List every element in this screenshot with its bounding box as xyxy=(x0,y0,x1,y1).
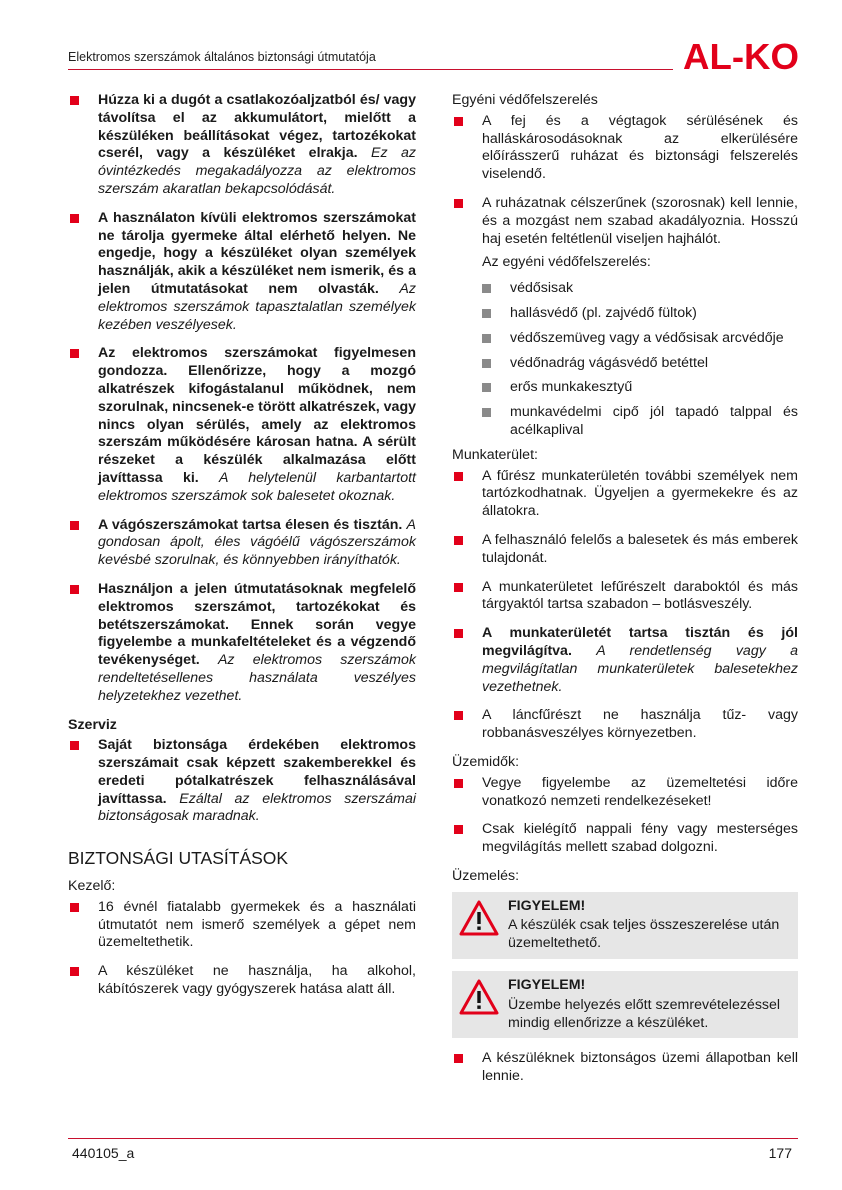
bullet-icon xyxy=(70,741,79,750)
footer-divider xyxy=(68,1138,798,1139)
item-text: Vegye figyelembe az üzemeltetési időre vonatkozó nemzeti rendelkezéseket! xyxy=(482,774,798,809)
item-bold: Használjon a jelen útmutatásoknak megfelelő elektromos szerszámot, tartozékokat és betétszerszámokat. Ennek során vegye figyelembe a munkafeltételeket és a végzendő tevékenységet. xyxy=(98,580,416,669)
item-text: A láncfűrészt ne használja tűz- vagy robbanásveszélyes környezetben. xyxy=(482,707,798,742)
ppe-heading: Egyéni védőfelszerelés xyxy=(452,92,598,108)
alko-logo-text: AL-KO xyxy=(683,38,799,74)
list-item xyxy=(68,581,416,706)
bullet-icon xyxy=(454,779,463,788)
header-title: Elektromos szerszámok általános biztonsági útmutatója xyxy=(68,50,376,64)
item-bold: A munkaterületét tartsa tisztán és jól megvilágítva. xyxy=(482,625,798,659)
item-italic: A gondosan ápolt, éles vágóélű vágószerszámok kevésbé szorulnak, és könnyebben irányíthatók. xyxy=(98,516,416,569)
sub-bullet-icon xyxy=(482,408,491,417)
warning-triangle-icon xyxy=(459,979,499,1015)
warning-text: A készülék csak teljes összeszerelése után üzemeltethető. xyxy=(508,917,780,952)
list-item xyxy=(68,899,416,952)
warning-title: FIGYELEM! xyxy=(508,977,586,994)
bullet-icon xyxy=(70,96,79,105)
bullet-icon xyxy=(70,349,79,358)
bullet-icon xyxy=(454,825,463,834)
item-italic: A rendetlenség vagy a megvilágítatlan munkaterületek balesetekhez vezethetnek. xyxy=(482,642,799,695)
item-italic: A helytelenül karbantartott elektromos szerszámok sok balesetet okoznak. xyxy=(98,469,416,504)
item-bold: A vágószerszámokat tartsa élesen és tisztán. xyxy=(98,516,403,533)
bullet-icon xyxy=(454,629,463,638)
sub-list-item xyxy=(478,404,798,440)
item-text: Csak kielégítő nappali fény vagy mesterséges megvilágítás mellett szabad dolgozni. xyxy=(482,821,798,856)
alko-logo xyxy=(683,38,799,74)
bullet-icon xyxy=(454,583,463,592)
item-text: A fűrész munkaterületén további személyek nem tartózkodhatnak. Ügyeljen a gyermekekre és az állatokra. xyxy=(482,467,798,520)
operation-heading: Üzemelés: xyxy=(452,867,520,884)
list-item xyxy=(452,707,798,743)
list-item xyxy=(68,92,416,199)
bullet-icon xyxy=(70,214,79,223)
list-item xyxy=(452,579,798,615)
sub-bullet-icon xyxy=(482,383,491,392)
bullet-icon xyxy=(454,199,463,208)
sub-list-item xyxy=(478,355,798,373)
item-italic: Az elektromos szerszámok tapasztalatlan személyek kezében veszélyesek. xyxy=(98,280,416,333)
sub-list-item xyxy=(478,330,798,348)
section-title: BIZTONSÁGI UTASÍTÁSOK xyxy=(68,848,289,869)
bullet-icon xyxy=(70,903,79,912)
item-italic: Ez az óvintézkedés megakadályozza az elektromos szerszám akaratlan bekapcsolódását. xyxy=(98,145,417,197)
left-items xyxy=(68,92,416,706)
list-item xyxy=(452,1050,798,1086)
item-text: A felhasználó felelős a balesetek és más emberek tulajdonát. xyxy=(482,531,798,566)
list-item xyxy=(452,113,798,184)
list-item xyxy=(452,195,798,248)
item-text: A fej és a végtagok sérülésének és halláskárosodásoknak az elkerülésére előírásszerű ruházat és biztonsági felszerelés viselendő. xyxy=(482,112,798,183)
bullet-icon xyxy=(454,117,463,126)
list-item xyxy=(452,775,798,811)
warning-box xyxy=(452,971,798,1038)
item-text: A készüléket ne használja, ha alkohol, kábítószerek vagy gyógyszerek hatása alatt áll. xyxy=(98,963,416,998)
item-text: védősisak xyxy=(510,280,574,297)
work-area-heading: Munkaterület: xyxy=(452,446,538,463)
item-text: A ruházatnak célszerűnek (szorosnak) kell lennie, és a mozgást nem szabad akadályoznia. Hosszú haj esetén feltétlenül viseljen hajhálót. xyxy=(482,194,798,247)
bullet-icon xyxy=(454,711,463,720)
list-item xyxy=(68,345,416,505)
sub-list-item xyxy=(478,280,798,298)
list-item xyxy=(68,210,416,335)
bullet-icon xyxy=(454,1054,463,1063)
document-code: 440105_a xyxy=(72,1145,135,1161)
hours-heading: Üzemidők: xyxy=(452,753,520,770)
list-item xyxy=(452,821,798,857)
list-item xyxy=(68,517,416,570)
sub-bullet-icon xyxy=(482,284,491,293)
left-column xyxy=(68,92,416,1010)
item-bold: Saját biztonsága érdekében elektromos szerszámait csak képzett szakemberekkel és eredeti pótalkatrészek felhasználásával javíttassa. xyxy=(98,737,416,807)
service-heading: Szerviz xyxy=(68,716,117,733)
list-item xyxy=(452,625,798,696)
ppe-sublist xyxy=(452,280,798,440)
warning-text: Üzembe helyezés előtt szemrevételezéssel mindig ellenőrizze a készüléket. xyxy=(508,996,781,1031)
item-text: A munkaterületet lefűrészelt daraboktól és más tárgyaktól tartsa szabadon – botlásveszély. xyxy=(482,578,798,613)
item-bold: A használaton kívüli elektromos szerszámokat ne tárolja gyermeke által elérhető helyen. Ne engedje, hogy a készüléket olyan személyek használják, akik a készüléket nem ismerik, és a jelen útmutatásokat nem olvasták. xyxy=(98,209,416,297)
list-item xyxy=(452,468,798,521)
bullet-icon xyxy=(454,472,463,481)
item-text: védőnadrág vágásvédő betéttel xyxy=(510,354,708,371)
sub-bullet-icon xyxy=(482,359,491,368)
warning-triangle-icon xyxy=(459,900,499,936)
bullet-icon xyxy=(454,536,463,545)
right-column xyxy=(452,92,798,1097)
bullet-icon xyxy=(70,967,79,976)
warning-title: FIGYELEM! xyxy=(508,897,586,914)
list-item xyxy=(68,737,416,826)
bullet-icon xyxy=(70,521,79,530)
item-bold: Húzza ki a dugót a csatlakozóaljzatból és/ vagy távolítsa el az akkumulátort, mielőtt a készüléken beállításokat végez, tartozékokat cserél, vagy a készüléket elrakja. xyxy=(98,92,416,162)
sub-list-item xyxy=(478,305,798,323)
item-bold: Az elektromos szerszámokat figyelmesen gondozza. Ellenőrizze, hogy a mozgó alkatrészek kifogástalanul működnek, nem szorulnak, nincsenek-e törött alkatrészek, vagy nincs olyan sérülés, amely az elektromos szerszám működésére károsan hatna. A sérült részeket a készülék alkalmazása előtt javíttassa ki. xyxy=(98,345,416,486)
header-divider xyxy=(68,69,673,70)
item-text: erős munkakesztyű xyxy=(510,379,633,396)
sub-bullet-icon xyxy=(482,309,491,318)
sub-list-item xyxy=(478,379,798,397)
list-item xyxy=(68,963,416,999)
item-italic: Az elektromos szerszámok rendeltetésellenes használata veszélyes helyzetekhez vezethet. xyxy=(98,652,416,704)
item-text: védőszemüveg vagy a védősisak arcvédője xyxy=(510,329,784,346)
item-text: A készüléknek biztonságos üzemi állapotban kell lennie. xyxy=(482,1050,798,1085)
list-item xyxy=(452,532,798,568)
item-text: 16 évnél fiatalabb gyermekek és a használati útmutatót nem ismerő személyek a gépet nem üzemeltethetik. xyxy=(98,898,416,951)
item-text: hallásvédő (pl. zajvédő fültok) xyxy=(510,304,697,321)
ppe-list-intro: Az egyéni védőfelszerelés: xyxy=(482,254,651,271)
item-text: munkavédelmi cipő jól tapadó talppal és acélkaplival xyxy=(510,404,798,438)
page-number: 177 xyxy=(768,1145,792,1161)
sub-bullet-icon xyxy=(482,334,491,343)
warning-box xyxy=(452,892,798,959)
item-italic: Ezáltal az elektromos szerszámai biztonságosak maradnak. xyxy=(98,790,416,825)
bullet-icon xyxy=(70,585,79,594)
operator-heading: Kezelő: xyxy=(68,878,116,895)
